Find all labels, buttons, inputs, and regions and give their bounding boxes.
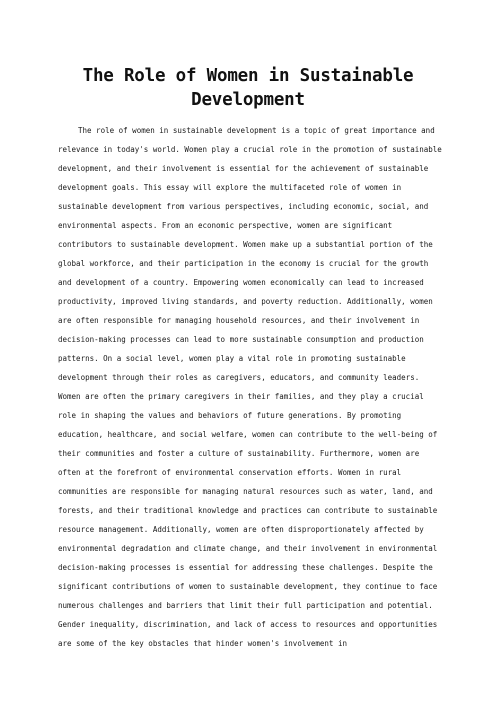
document-title: The Role of Women in Sustainable Development [82, 66, 414, 110]
document-body: The role of women in sustainable development is a topic of great importance and relevance in today's world. Women play a crucial role in the promotion of sustainable development, and their involvement is essential for the achievement of sustainable development goals. This essay will explore the multifaceted role of women in sustainable development from various perspectives, including economic, social, and environmental aspects. From an economic perspective, women are significant contributors to sustainable development. Women make up a substantial portion of the global workforce, and their participation in the economy is crucial for the growth and development of a country. Empowering women economically can lead to increased productivity, improved living standards, and poverty reduction. Additionally, women are often responsible for managing household resources, and their involvement in decision-making processes can lead to more sustainable consumption and production patterns. On a social level, women play a vital role in promoting sustainable development through their roles as caregivers, educators, and community leaders. Women are often the primary caregivers in their families, and they play a crucial role in shaping the values and behaviors of future generations. By promoting education, healthcare, and social welfare, women can contribute to the well-being of their communities and foster a culture of sustainability. Furthermore, women are often at the forefront of environmental conservation efforts. Women in rural communities are responsible for managing natural resources such as water, land, and forests, and their traditional knowledge and practices can contribute to sustainable resource management. Additionally, women are often disproportionately affected by environmental degradation and climate change, and their involvement in environmental decision-making processes is essential for addressing these challenges. Despite the significant contributions of women to sustainable development, they continue to face numerous challenges and barriers that limit their full participation and potential. Gender inequality, discrimination, and lack of access to resources and opportunities are some of the key obstacles that hinder women's involvement in [58, 126, 442, 648]
